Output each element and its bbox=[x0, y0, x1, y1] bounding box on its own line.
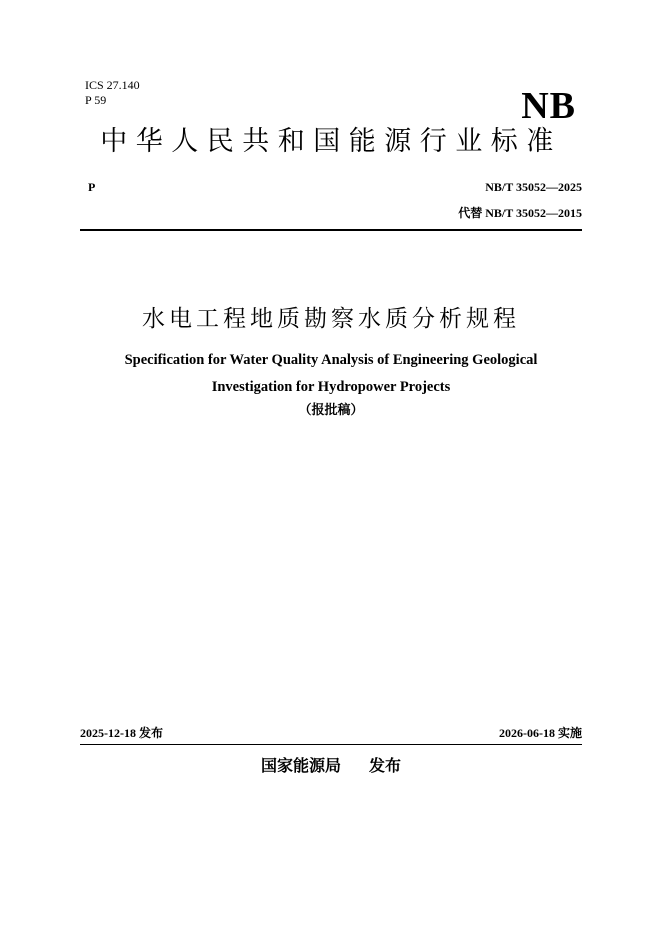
document-title-chinese: 水电工程地质勘察水质分析规程 bbox=[142, 306, 520, 332]
issuer-name: 国家能源局 bbox=[260, 756, 341, 775]
header-divider bbox=[80, 229, 582, 231]
english-title-line-2: Investigation for Hydropower Projects bbox=[211, 379, 451, 395]
issuer-line bbox=[0, 754, 662, 778]
standard-mark: NB bbox=[521, 85, 576, 127]
ics-code-block bbox=[85, 78, 140, 108]
category-letter: P bbox=[88, 180, 96, 194]
footer-divider bbox=[80, 744, 582, 745]
implement-date: 2026-06-18 实施 bbox=[499, 726, 582, 740]
english-title-line-1: Specification for Water Quality Analysis of Engineering Geological bbox=[124, 352, 538, 368]
industry-title: 中华人民共和国能源行业标准 bbox=[100, 126, 562, 157]
standard-number: NB/T 35052—2025 bbox=[485, 180, 582, 194]
draft-status: （报批稿） bbox=[298, 403, 364, 418]
class-code: P 59 bbox=[85, 93, 107, 107]
document-title-english bbox=[0, 347, 662, 401]
ics-code: ICS 27.140 bbox=[85, 78, 140, 92]
replaces-standard: 代替 NB/T 35052—2015 bbox=[458, 206, 582, 220]
issue-label: 发布 bbox=[369, 756, 402, 775]
publish-date: 2025-12-18 发布 bbox=[80, 726, 163, 740]
